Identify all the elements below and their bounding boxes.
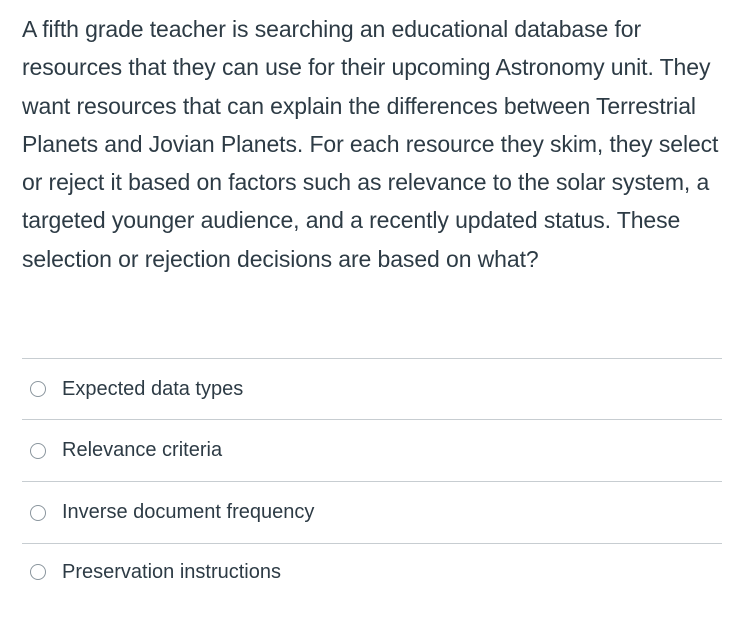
answer-option-relevance-criteria[interactable] <box>22 419 722 481</box>
answer-list <box>22 358 722 600</box>
question-text: A fifth grade teacher is searching an educational database for resources that they can use for their upcoming Astronomy unit. They want resources that can explain the differences between Terrestrial Planets and Jovian Planets. For each resource they skim, they select or reject it based on factors such as relevance to the solar system, a targeted younger audience, and a recently updated status. These selection or rejection decisions are based on what? <box>22 16 719 272</box>
answer-option-preservation-instructions[interactable] <box>22 543 722 600</box>
answer-option-expected-data-types[interactable] <box>22 358 722 419</box>
radio-button[interactable] <box>30 381 46 397</box>
answer-option-inverse-document-frequency[interactable] <box>22 481 722 543</box>
radio-button[interactable] <box>30 505 46 521</box>
answer-label: Expected data types <box>62 377 244 400</box>
radio-button[interactable] <box>30 564 46 580</box>
answer-label: Relevance criteria <box>62 439 223 461</box>
radio-button[interactable] <box>30 443 46 459</box>
answer-label: Preservation instructions <box>62 560 281 583</box>
answer-label: Inverse document frequency <box>62 501 315 523</box>
